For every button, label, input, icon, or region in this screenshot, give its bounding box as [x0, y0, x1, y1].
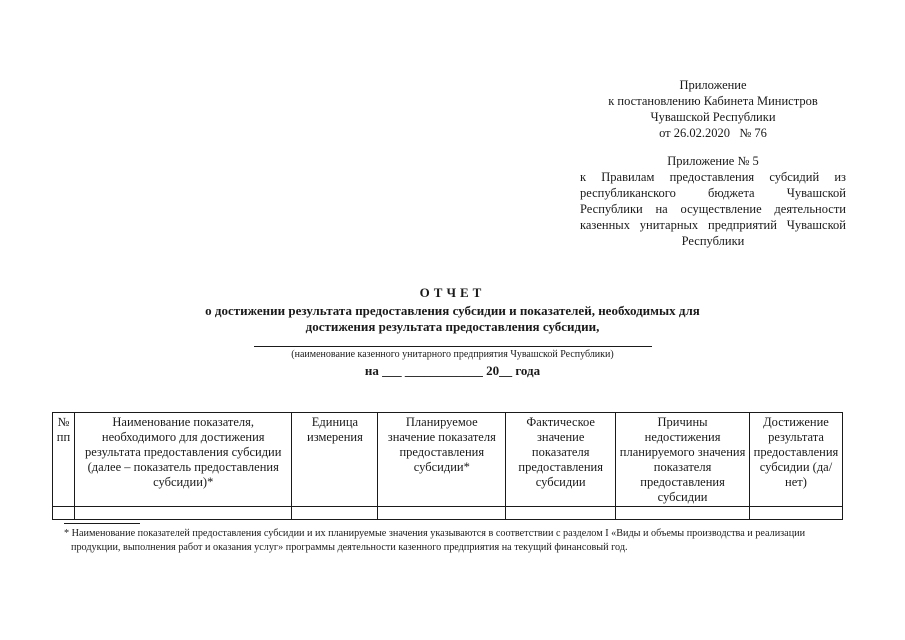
enterprise-name-blank	[254, 345, 652, 347]
report-subtitle-line2: достижения результата предоставления субсидии,	[305, 319, 600, 334]
table-cell[interactable]	[749, 507, 842, 520]
table-cell[interactable]	[74, 507, 291, 520]
report-heading: ОТЧЕТ	[419, 285, 486, 300]
table-cell[interactable]	[506, 507, 616, 520]
enterprise-name-hint: (наименование казенного унитарного предприятия Чувашской Республики)	[291, 349, 614, 360]
table-header-row	[53, 413, 843, 507]
header-cell-reasons: Причины недостижения планируемого значения показателя предоставления субсидии	[616, 413, 750, 507]
header-cell-actual: Фактическое значение показателя предоставления субсидии	[506, 413, 616, 507]
approval-line: Чувашской Республики	[650, 110, 776, 124]
header-cell-number: № пп	[53, 413, 75, 507]
footnote-divider	[64, 523, 140, 524]
appendix-description: к Правилам предоставления субсидий из республиканского бюджета Чувашской Республики на осуществление деятельности казенных унитарных предприятий Чувашской Республики	[580, 170, 846, 248]
table-cell[interactable]	[292, 507, 378, 520]
approval-date: от 26.02.2020 № 76	[659, 126, 767, 140]
approval-line: Приложение	[679, 78, 747, 92]
report-period: на ___ ____________ 20__ года	[364, 363, 541, 378]
header-cell-unit: Единица измерения	[292, 413, 378, 507]
approval-line: к постановлению Кабинета Министров	[608, 94, 818, 108]
header-cell-planned: Планируемое значение показателя предоставления субсидии*	[378, 413, 506, 507]
report-title-block	[0, 285, 905, 379]
footnote: * Наименование показателей предоставления субсидии и их планируемые значения указываются в соответствии с разделом I «Виды и объемы производства и реализации продукции, выполнения работ и оказания услуг» программы деятельности казенного предприятия на текущий финансовый год.	[64, 528, 806, 553]
table-cell[interactable]	[53, 507, 75, 520]
approval-block	[580, 77, 846, 249]
table-cell[interactable]	[616, 507, 750, 520]
table-cell[interactable]	[378, 507, 506, 520]
report-subtitle-line1: о достижении результата предоставления субсидии и показателей, необходимых для	[205, 303, 700, 318]
table-row	[53, 507, 843, 520]
report-table	[52, 412, 843, 520]
header-cell-achievement: Достижение результата предоставления субсидии (да/нет)	[749, 413, 842, 507]
header-cell-indicator: Наименование показателя, необходимого для достижения результата предоставления субсидии (далее – показатель предоставления субсидии)*	[74, 413, 291, 507]
appendix-number: Приложение № 5	[667, 154, 759, 168]
